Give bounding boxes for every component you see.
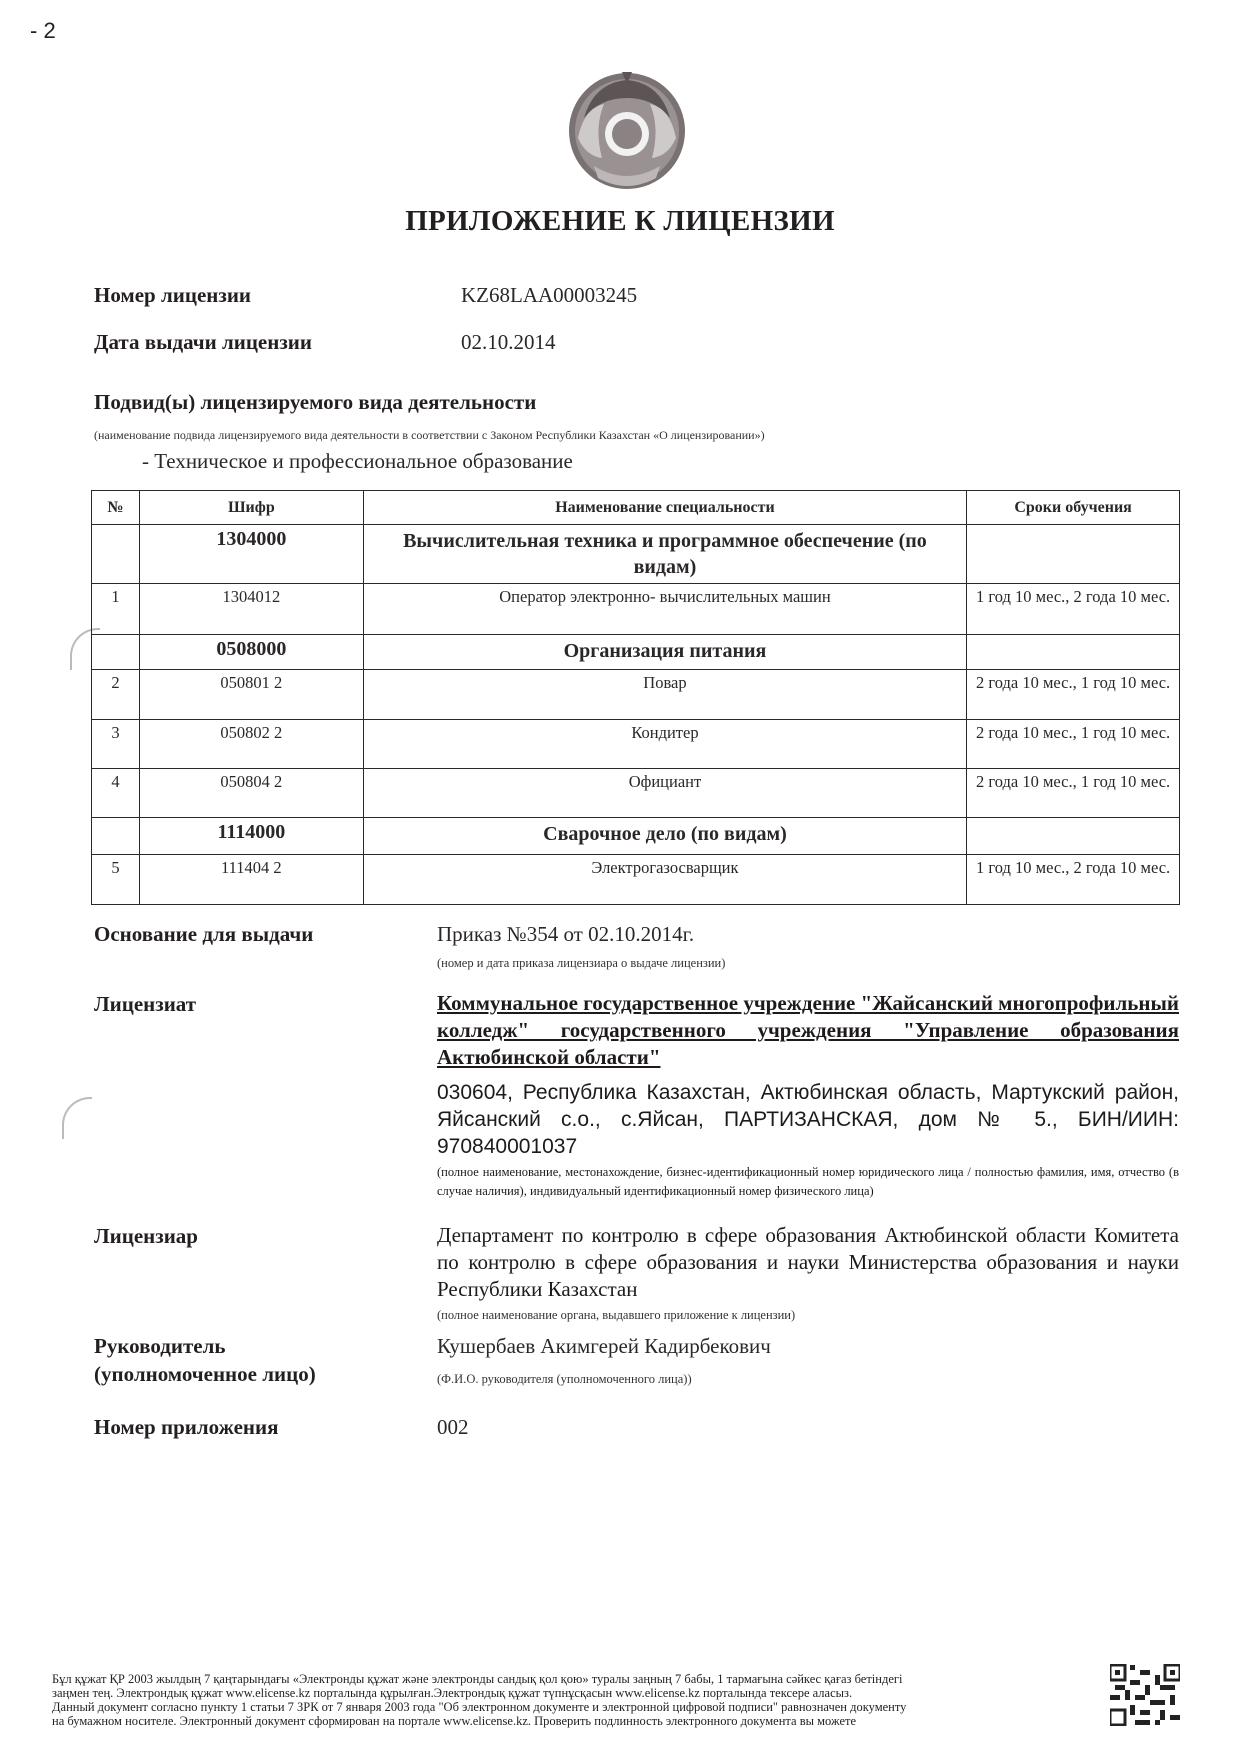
appendix-label: Номер приложения	[94, 1415, 279, 1439]
qr-code-icon	[1110, 1664, 1180, 1726]
licensor-hint: (полное наименование органа, выдавшего приложение к лицензии)	[437, 1308, 796, 1322]
licensor-label: Лицензиар	[94, 1224, 198, 1248]
licensee-address: 030604, Республика Казахстан, Актюбинская область, Мартукский район, Яйсанский с.о., с.Яйсан, ПАРТИЗАНСКАЯ, дом № 5., БИН/ИИН: 970840001037	[437, 1081, 1179, 1158]
license-number-value: KZ68LAA00003245	[461, 283, 638, 307]
head-value: Кушербаев Акимгерей Кадирбекович	[437, 1334, 771, 1358]
row-no: 5	[92, 855, 140, 905]
row-term: 2 года 10 мес., 1 год 10 мес.	[967, 670, 1180, 720]
row-term: 2 года 10 мес., 1 год 10 мес.	[967, 720, 1180, 769]
licensee-hint: (полное наименование, местонахождение, бизнес-идентификационный номер юридического лица / полностью фамилия, имя, отчество (в случае наличия), индивидуальный идентификационный номер физического лица)	[437, 1165, 1179, 1198]
row-name: Повар	[363, 670, 966, 720]
specialties-table	[91, 490, 1180, 905]
header-no: №	[92, 491, 140, 525]
row-name: Кондитер	[363, 720, 966, 769]
subtype-value: - Техническое и профессиональное образование	[142, 449, 573, 473]
licensee-label: Лицензиат	[94, 992, 197, 1016]
subtype-heading: Подвид(ы) лицензируемого вида деятельности	[94, 390, 537, 414]
row-code: 1304012	[139, 584, 363, 635]
row-name: Организация питания	[363, 635, 966, 670]
head-label-line1: Руководитель	[94, 1334, 226, 1358]
row-name: Сварочное дело (по видам)	[363, 818, 966, 855]
row-code: 050801 2	[139, 670, 363, 720]
head-hint: (Ф.И.О. руководителя (уполномоченного лица))	[437, 1372, 692, 1386]
row-no: 3	[92, 720, 140, 769]
table-group-row	[92, 525, 1180, 584]
header-name: Наименование специальности	[363, 491, 966, 525]
basis-label: Основание для выдачи	[94, 922, 314, 946]
subtype-hint: (наименование подвида лицензируемого вида деятельности в соответствии с Законом Республики Казахстан «О лицензировании»)	[94, 428, 765, 442]
row-name: Электрогазосварщик	[363, 855, 966, 905]
state-emblem-icon	[564, 68, 690, 194]
table-group-row	[92, 818, 1180, 855]
row-code: 111404 2	[139, 855, 363, 905]
row-code: 0508000	[139, 635, 363, 670]
footer-line: на бумажном носителе. Электронный документ сформирован на портале www.elicense.kz. Проверить подлинность электронного документа вы можете	[52, 1714, 857, 1728]
table-row	[92, 769, 1180, 818]
header-code: Шифр	[139, 491, 363, 525]
row-term	[967, 635, 1180, 670]
row-no: 4	[92, 769, 140, 818]
punch-hole-mark	[62, 1097, 92, 1139]
licensee-name: Коммунальное государственное учреждение "Жайсанский многопрофильный колледж" государственного учреждения "Управление образования Актюбинской области"	[437, 991, 1179, 1069]
table-row	[92, 584, 1180, 635]
row-code: 1304000	[139, 525, 363, 584]
header-term: Сроки обучения	[967, 491, 1180, 525]
table-row	[92, 670, 1180, 720]
row-no: 1	[92, 584, 140, 635]
footer-line: Данный документ согласно пункту 1 статьи 7 ЗРК от 7 января 2003 года "Об электронном документе и электронной цифровой подписи" равнозначен документу	[52, 1700, 907, 1714]
footer-legal-note	[52, 1672, 1062, 1728]
document-title: ПРИЛОЖЕНИЕ К ЛИЦЕНЗИИ	[405, 205, 835, 237]
basis-value: Приказ №354 от 02.10.2014г.	[437, 922, 695, 946]
row-code: 050804 2	[139, 769, 363, 818]
row-code: 050802 2	[139, 720, 363, 769]
row-name: Оператор электронно- вычислительных машин	[363, 584, 966, 635]
row-no	[92, 525, 140, 584]
licensor-value: Департамент по контролю в сфере образования Актюбинской области Комитета по контролю в сфере образования и науки Министерства образования и науки Республики Казахстан	[437, 1223, 1179, 1301]
footer-line: Бұл құжат ҚР 2003 жылдың 7 қаңтарындағы «Электронды құжат және электронды сандық қол қою» туралы заңның 7 бабы, 1 тармағына сәйкес қағаз бетіндегі	[52, 1672, 903, 1686]
row-term: 2 года 10 мес., 1 год 10 мес.	[967, 769, 1180, 818]
basis-hint: (номер и дата приказа лицензиара о выдаче лицензии)	[437, 956, 726, 970]
table-group-row	[92, 635, 1180, 670]
license-date-value: 02.10.2014	[461, 330, 556, 354]
license-date-label: Дата выдачи лицензии	[94, 330, 312, 354]
license-number-label: Номер лицензии	[94, 283, 252, 307]
row-term: 1 год 10 мес., 2 года 10 мес.	[967, 584, 1180, 635]
row-term	[967, 525, 1180, 584]
row-term	[967, 818, 1180, 855]
table-row	[92, 720, 1180, 769]
row-name: Вычислительная техника и программное обеспечение (по видам)	[363, 525, 966, 584]
table-row	[92, 855, 1180, 905]
head-label-line2: (уполномоченное лицо)	[94, 1362, 316, 1386]
footer-line: заңмен тең. Электрондық құжат www.elicense.kz порталында құрылған.Электрондық құжат түпнұсқасын www.elicense.kz порталында тексере аласыз.	[52, 1686, 853, 1700]
page-mark: - 2	[30, 18, 56, 43]
row-no	[92, 818, 140, 855]
row-name: Официант	[363, 769, 966, 818]
row-no: 2	[92, 670, 140, 720]
row-no	[92, 635, 140, 670]
table-header-row	[92, 491, 1180, 525]
appendix-value: 002	[437, 1415, 469, 1439]
row-code: 1114000	[139, 818, 363, 855]
row-term: 1 год 10 мес., 2 года 10 мес.	[967, 855, 1180, 905]
